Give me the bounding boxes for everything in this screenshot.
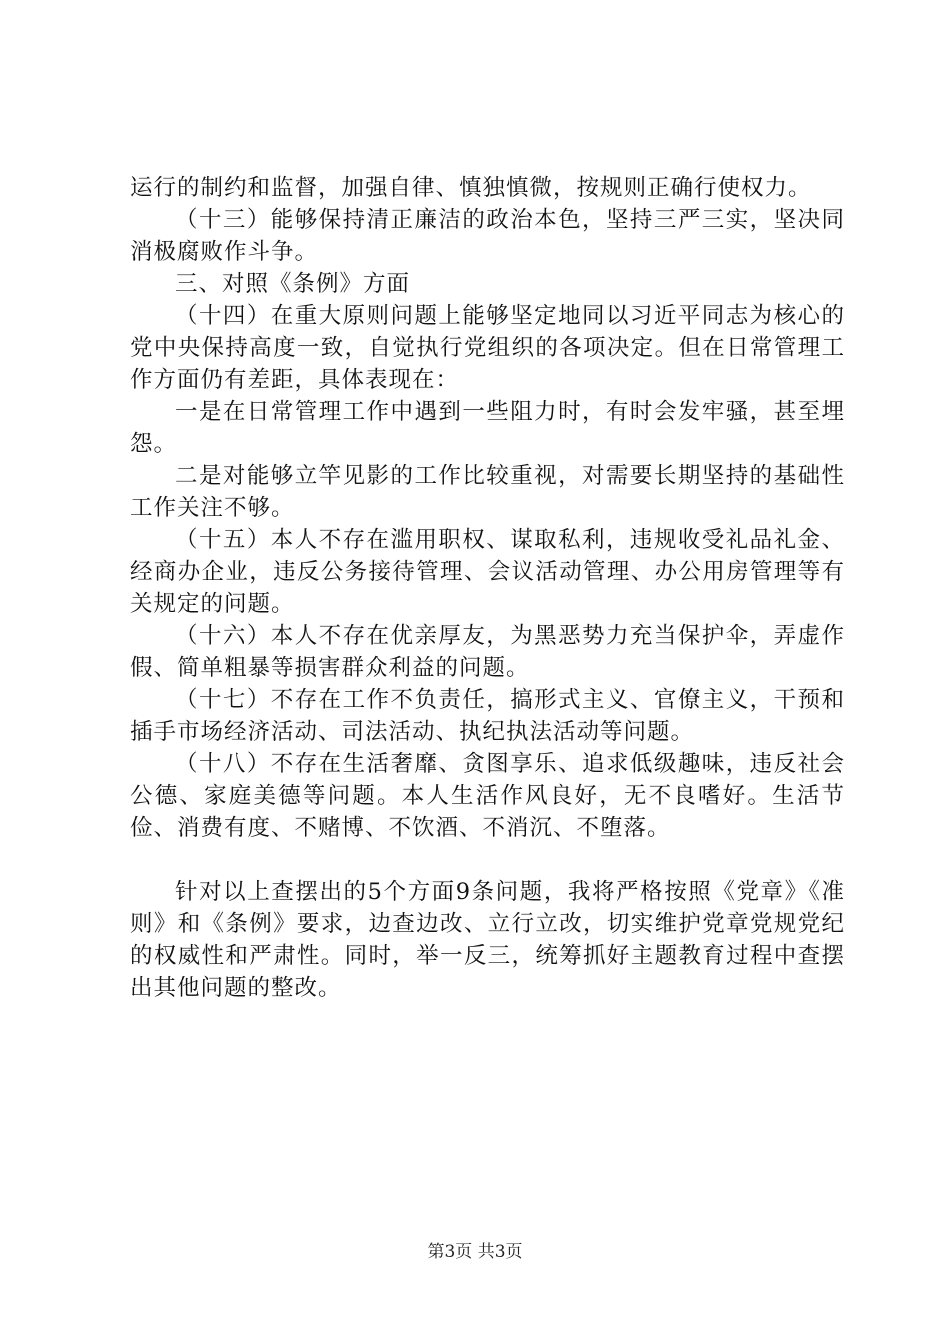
paragraph-item-16: （十六）本人不存在优亲厚友，为黑恶势力充当保护伞，弄虚作假、简单粗暴等损害群众利益的问题。 bbox=[130, 623, 845, 681]
paragraph-point-1: 一是在日常管理工作中遇到一些阻力时，有时会发牢骚，甚至埋怨。 bbox=[130, 399, 845, 457]
section-heading-3: 三、对照《条例》方面 bbox=[175, 271, 411, 297]
paragraph-item-14: （十四）在重大原则问题上能够坚定地同以习近平同志为核心的党中央保持高度一致，自觉执行党组织的各项决定。但在日常管理工作方面仍有差距，具体表现在： bbox=[130, 303, 845, 393]
page-number-label: 第3页 共3页 bbox=[427, 1242, 523, 1262]
paragraph-item-15: （十五）本人不存在滥用职权、谋取私利，违规收受礼品礼金、经商办企业，违反公务接待管理、会议活动管理、办公用房管理等有关规定的问题。 bbox=[130, 527, 845, 617]
paragraph-item-17: （十七）不存在工作不负责任，搞形式主义、官僚主义，干预和插手市场经济活动、司法活动、执纪执法活动等问题。 bbox=[130, 687, 845, 745]
paragraph-item-13: （十三）能够保持清正廉洁的政治本色，坚持三严三实，坚决同消极腐败作斗争。 bbox=[130, 207, 845, 265]
paragraph-item-18: （十八）不存在生活奢靡、贪图享乐、追求低级趣味，违反社会公德、家庭美德等问题。本人生活作风良好，无不良嗜好。生活节俭、消费有度、不赌博、不饮酒、不消沉、不堕落。 bbox=[130, 751, 845, 841]
paragraph-point-2: 二是对能够立竿见影的工作比较重视，对需要长期坚持的基础性工作关注不够。 bbox=[130, 463, 845, 521]
page-footer bbox=[0, 1240, 950, 1264]
paragraph-continuation: 运行的制约和监督，加强自律、慎独慎微，按规则正确行使权力。 bbox=[130, 175, 812, 201]
paragraph-conclusion: 针对以上查摆出的5个方面9条问题，我将严格按照《党章》《准则》和《条例》要求，边查边改、立行立改，切实维护党章党规党纪的权威性和严肃性。同时，举一反三，统筹抓好主题教育过程中查摆出其他问题的整改。 bbox=[130, 879, 845, 1001]
document-body bbox=[130, 172, 845, 1004]
